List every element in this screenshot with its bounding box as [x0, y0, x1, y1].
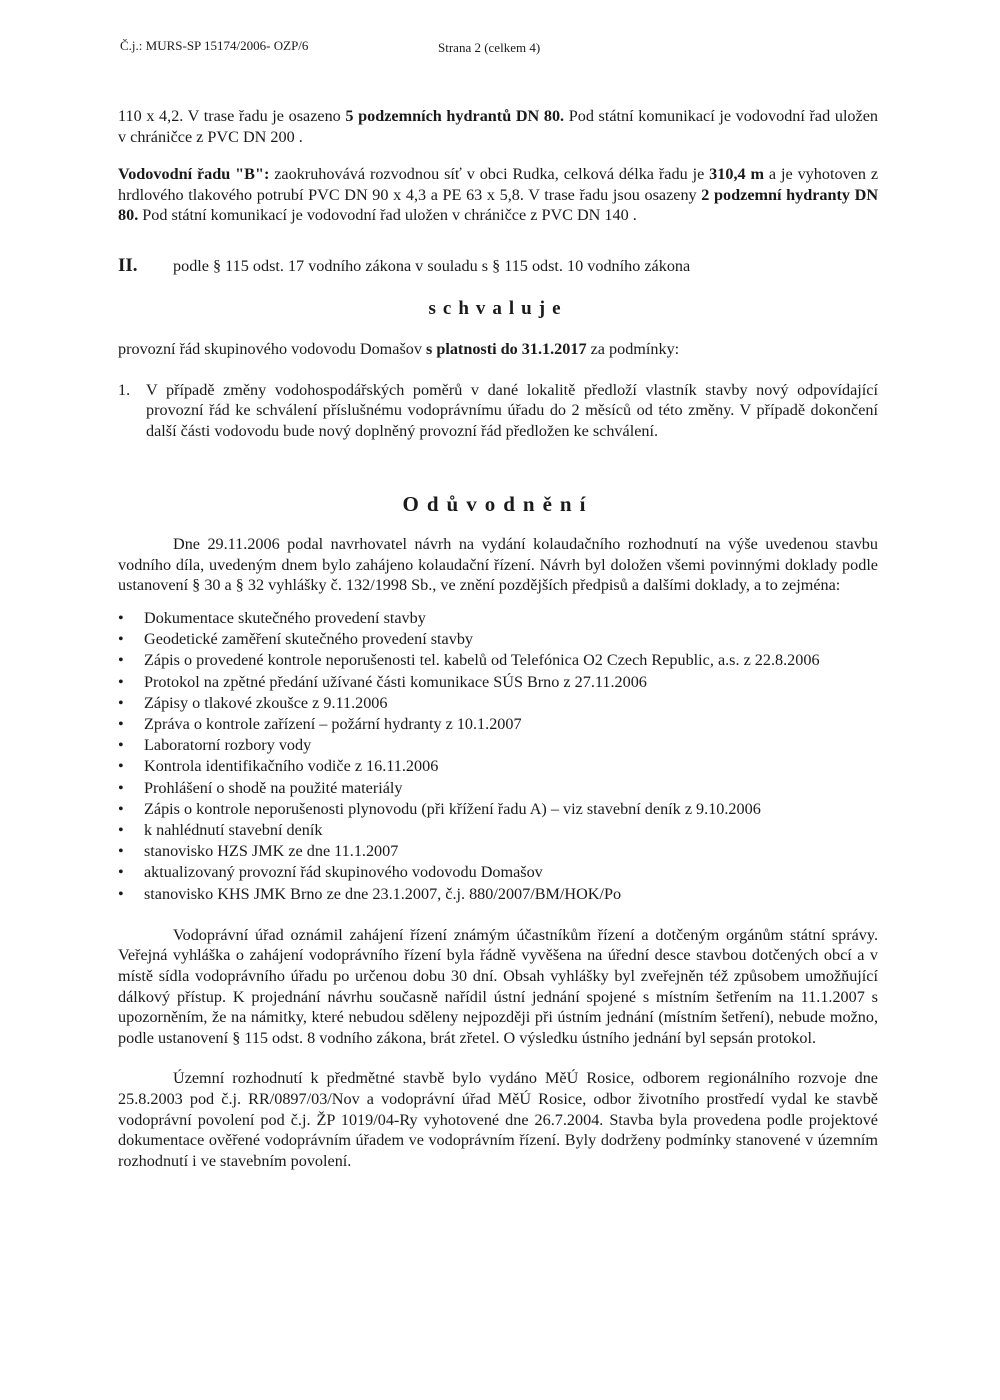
document-list-item-text: Laboratorní rozbory vody	[144, 736, 312, 755]
decision-paragraph: Územní rozhodnutí k předmětné stavbě bylo vydáno MěÚ Rosice, odborem regionálního rozvoje dne 25.8.2003 pod č.j. RR/0897/03/Nov a vodoprávní úřad MěÚ Rosice, odbor životního prostředí vydal ke stavbě vodoprávní povolení pod č.j. ŽP 1019/04-Ry vyhotovené dne 26.7.2004. Stavba byla provedena podle projektové dokumentace ověřené vodoprávním úřadem ve vodoprávním řízení. Byly dodrženy podmínky stanovené v územním rozhodnutí i ve stavebním povolení.	[118, 1069, 878, 1170]
document-list-item	[118, 693, 878, 714]
section-a-hydrants: 5 podzemních hydrantů DN 80.	[345, 107, 565, 125]
approval-validity: s platnosti do 31.1.2017	[425, 340, 587, 359]
bullet-icon: •	[118, 672, 124, 691]
bullet-icon: •	[118, 608, 124, 627]
document-list-item	[118, 862, 878, 883]
page-indicator: Strana 2 (celkem 4)	[438, 40, 541, 55]
approval-tail: za podmínky:	[586, 340, 680, 359]
bullet-icon: •	[118, 651, 124, 670]
document-list-item-text: Dokumentace skutečného provedení stavby	[144, 608, 426, 627]
documents-list	[118, 608, 878, 905]
approves-heading: schvaluje	[428, 297, 568, 319]
document-list-item	[118, 820, 878, 841]
section-ii-number: II.	[118, 254, 138, 276]
bullet-icon: •	[118, 630, 124, 649]
document-list-item	[118, 735, 878, 756]
bullet-icon: •	[118, 736, 124, 755]
section-b-text1: zaokruhovává rozvodnou síť v obci Rudka, celková délka řadu je	[269, 165, 710, 184]
document-list-item	[118, 799, 878, 820]
section-b-paragraph	[118, 164, 878, 226]
document-list-item-text: Geodetické zaměření skutečného provedení stavby	[144, 630, 474, 649]
document-list-item	[118, 884, 878, 905]
bullet-icon: •	[118, 799, 124, 818]
bullet-icon: •	[118, 863, 124, 882]
section-ii	[118, 256, 878, 277]
section-b-label: Vodovodní řadu "B":	[118, 165, 270, 184]
document-list-item	[118, 778, 878, 799]
bullet-icon: •	[118, 884, 124, 903]
bullet-icon: •	[118, 693, 124, 712]
section-b-hydrants: 2 podzemní hydranty DN 80.	[118, 185, 879, 225]
section-a-paragraph	[118, 106, 878, 147]
condition-text: V případě změny vodohospodářských poměrů v dané lokalitě předloží vlastník stavby nový odpovídající provozní řád ke schválení příslušnému vodoprávnímu úřadu do 2 měsíců od této změny. V případě dokončení další části vodovodu bude nový doplněný provozní řád předložen ke schválení.	[146, 380, 878, 440]
bullet-icon: •	[118, 842, 124, 861]
document-list-item	[118, 608, 878, 629]
section-b-text3: Pod státní komunikací je vodovodní řad uložen v chráničce z PVC DN 140 .	[138, 206, 637, 225]
section-a-text: 110 x 4,2. V trase řadu je osazeno	[118, 107, 346, 125]
document-body	[118, 106, 878, 1171]
bullet-icon: •	[118, 820, 124, 839]
document-list-item	[118, 629, 878, 650]
document-list-item	[118, 841, 878, 862]
approval-text: provozní řád skupinového vodovodu Domašov	[118, 340, 426, 359]
notice-paragraph: Vodoprávní úřad oznámil zahájení řízení známým účastníkům řízení a dotčeným orgánům státní správy. Veřejná vyhláška o zahájení vodoprávního řízení byla řádně vyvěšena na úřední desce stavbou dotčených obcí a v místě sídla vodoprávního úřadu po určenou dobu 30 dní. Obsah vyhlášky byl zveřejněn též způsobem umožňující dálkový přístup. K projednání návrhu současně nařídil ústní jednání spojené s místním šetřením na 11.1.2007 s upozorněním, že na námitky, které nebudou sděleny nejpozději při ústním jednání (místním šetření), nebude možno, podle ustanovení § 115 odst. 8 vodního zákona, brát zřetel. O výsledku ústního jednání byl sepsán protokol.	[118, 925, 878, 1047]
document-list-item-text: k nahlédnutí stavební deník	[144, 820, 323, 839]
document-list-item-text: Zápisy o tlakové zkoušce z 9.11.2006	[144, 693, 388, 712]
document-list-item	[118, 756, 878, 777]
document-list-item	[118, 672, 878, 693]
condition-number: 1.	[118, 380, 131, 399]
reference-number: Č.j.: MURS-SP 15174/2006- OZP/6	[120, 38, 309, 53]
justification-heading: Odůvodnění	[402, 491, 594, 516]
document-list-item-text: aktualizovaný provozní řád skupinového vodovodu Domašov	[144, 863, 543, 882]
document-list-item-text: stanovisko KHS JMK Brno ze dne 23.1.2007, č.j. 880/2007/BM/HOK/Po	[144, 884, 622, 903]
document-list-item-text: Zápis o kontrole neporušenosti plynovodu (při křížení řadu A) – viz stavební deník z 9.10.2006	[144, 799, 761, 818]
section-a-tail: Pod státní komunikací je vodovodní řad uložen v chráničce z PVC DN 200 .	[118, 107, 878, 146]
document-list-item-text: Zpráva o kontrole zařízení – požární hydranty z 10.1.2007	[144, 714, 522, 733]
section-b-length: 310,4 m	[709, 165, 764, 184]
bullet-icon: •	[118, 714, 124, 733]
document-list-item-text: Prohlášení o shodě na použité materiály	[144, 778, 403, 797]
section-ii-text: podle § 115 odst. 17 vodního zákona v souladu s § 115 odst. 10 vodního zákona	[173, 256, 691, 275]
bullet-icon: •	[118, 757, 124, 776]
document-list-item	[118, 650, 878, 671]
document-list-item-text: Protokol na zpětné předání užívané části komunikace SÚS Brno z 27.11.2006	[144, 672, 647, 691]
document-list-item-text: Kontrola identifikačního vodiče z 16.11.2006	[144, 757, 439, 776]
condition-item	[118, 380, 878, 442]
approval-paragraph	[118, 339, 878, 360]
justification-intro: Dne 29.11.2006 podal navrhovatel návrh na vydání kolaudačního rozhodnutí na výše uvedenou stavbu vodního díla, uvedeným dnem bylo zahájeno kolaudační řízení. Návrh byl doložen všemi povinnými doklady podle ustanovení § 30 a § 32 vyhlášky č. 132/1998 Sb., ve znění pozdějších předpisů a dalšími doklady, a to zejména:	[118, 535, 878, 595]
document-list-item-text: stanovisko HZS JMK ze dne 11.1.2007	[144, 842, 399, 861]
section-b-text2: a je vyhotoven z hrdlového tlakového potrubí PVC DN 90 x 4,3 a PE 63 x 5,8. V trase řadu jsou osazeny	[118, 165, 879, 204]
bullet-icon: •	[118, 778, 124, 797]
document-list-item	[118, 714, 878, 735]
document-list-item-text: Zápis o provedené kontrole neporušenosti tel. kabelů od Telefónica O2 Czech Republic, a.s. z 22.8.2006	[144, 651, 820, 670]
